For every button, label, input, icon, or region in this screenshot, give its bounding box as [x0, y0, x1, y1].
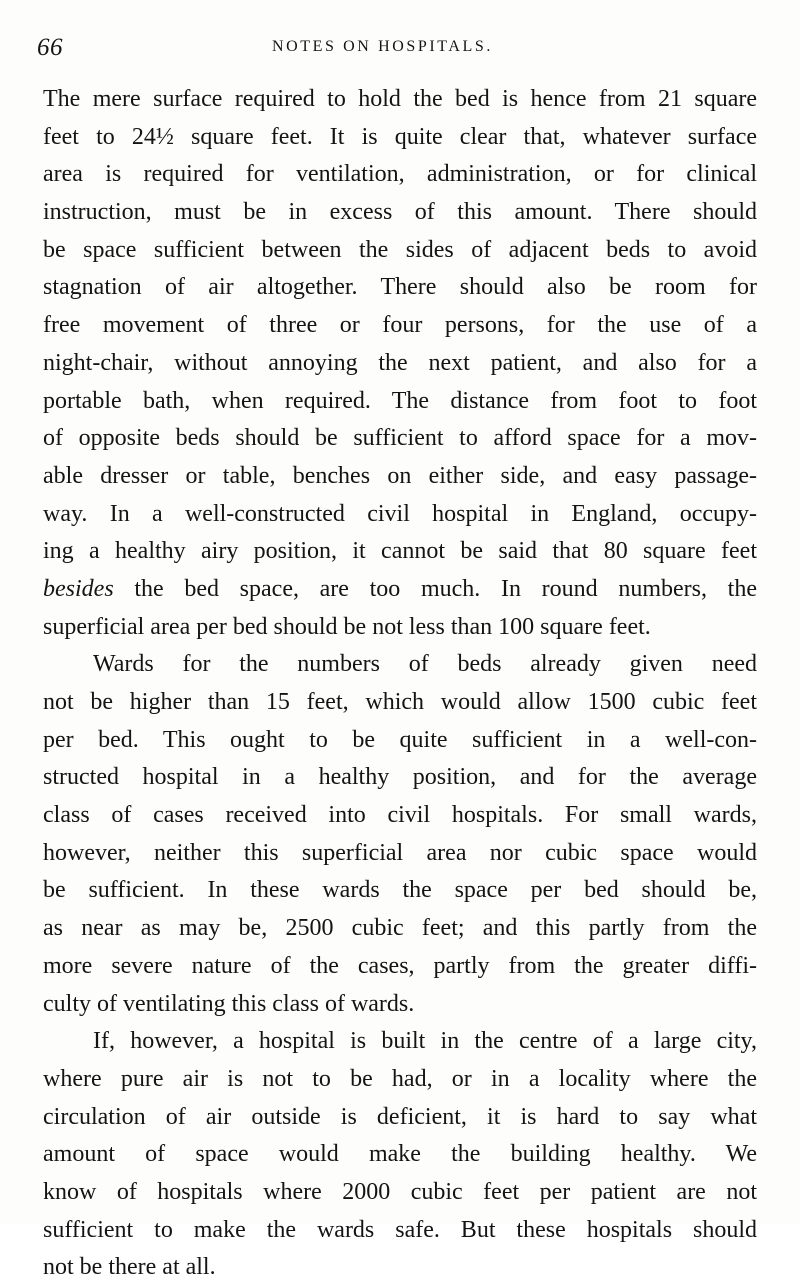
body-text: [43, 81, 757, 1287]
paragraph-1-line-14-rest: the bed space, are too much. In round numbers, the: [113, 575, 757, 602]
paragraph-3-line-6: sufficient to make the wards safe. But these hospitals should: [43, 1216, 757, 1243]
paragraph-2-line-1: Wards for the numbers of beds already given need: [93, 651, 757, 678]
paragraph-1-line-9: portable bath, when required. The distance from foot to foot: [43, 387, 757, 414]
page-header: [37, 34, 753, 64]
paragraph-1-line-10: of opposite beds should be sufficient to afford space for a mov-: [43, 425, 757, 452]
paragraph-1-line-8: night-chair, without annoying the next patient, and also for a: [43, 349, 757, 376]
paragraph-1-line-1: The mere surface required to hold the bed is hence from 21 square: [43, 86, 757, 112]
paragraph-1-line-5: be space sufficient between the sides of adjacent beds to avoid: [43, 236, 757, 263]
paragraph-1-line-6: stagnation of air altogether. There should also be room for: [43, 274, 757, 301]
paragraph-1-line-12: way. In a well-constructed civil hospital in England, occupy-: [43, 500, 757, 527]
paragraph-2-line-5: class of cases received into civil hospitals. For small wards,: [43, 802, 757, 829]
paragraph-1-line-11: able dresser or table, benches on either side, and easy passage-: [43, 462, 757, 489]
paragraph-3-line-3: circulation of air outside is deficient, it is hard to say what: [43, 1103, 757, 1130]
paragraph-2-line-3: per bed. This ought to be quite sufficient in a well-con-: [43, 726, 757, 753]
paragraph-1-line-3: area is required for ventilation, administration, or for clinical: [43, 161, 757, 188]
paragraph-3-line-4: amount of space would make the building healthy. We: [43, 1141, 757, 1168]
italic-word-besides: besides: [43, 575, 114, 602]
paragraph-1-line-13: ing a healthy airy position, it cannot be said that 80 square feet: [43, 538, 757, 565]
paragraph-2-line-8: as near as may be, 2500 cubic feet; and this partly from the: [43, 915, 757, 942]
page-number: 66: [37, 34, 63, 61]
paragraph-3-line-2: where pure air is not to be had, or in a locality where the: [43, 1065, 757, 1092]
paragraph-2-line-9: more severe nature of the cases, partly from the greater diffi-: [43, 952, 757, 979]
running-head: NOTES ON HOSPITALS.: [272, 38, 494, 55]
paragraph-2-line-6: however, neither this superficial area nor cubic space would: [43, 839, 757, 866]
paragraph-1-line-7: free movement of three or four persons, for the use of a: [43, 312, 757, 339]
paragraph-2-line-2: not be higher than 15 feet, which would allow 1500 cubic feet: [43, 689, 757, 715]
paragraph-1-line-14: [43, 571, 757, 609]
paragraph-2-line-10: culty of ventilating this class of wards.: [43, 990, 415, 1017]
paragraph-1-line-2: feet to 24½ square feet. It is quite clear that, whatever surface: [43, 123, 757, 150]
paragraph-1-line-15: superficial area per bed should be not less than 100 square feet.: [43, 613, 651, 640]
paragraph-3-line-1: If, however, a hospital is built in the centre of a large city,: [93, 1028, 757, 1055]
paragraph-3-line-5: know of hospitals where 2000 cubic feet per patient are not: [43, 1178, 757, 1205]
paragraph-2-line-4: structed hospital in a healthy position, and for the average: [43, 764, 757, 791]
paragraph-2-line-7: be sufficient. In these wards the space per bed should be,: [43, 877, 757, 904]
paragraph-3-line-7: not be there at all.: [43, 1254, 216, 1281]
paragraph-1-line-4: instruction, must be in excess of this amount. There should: [43, 199, 757, 226]
